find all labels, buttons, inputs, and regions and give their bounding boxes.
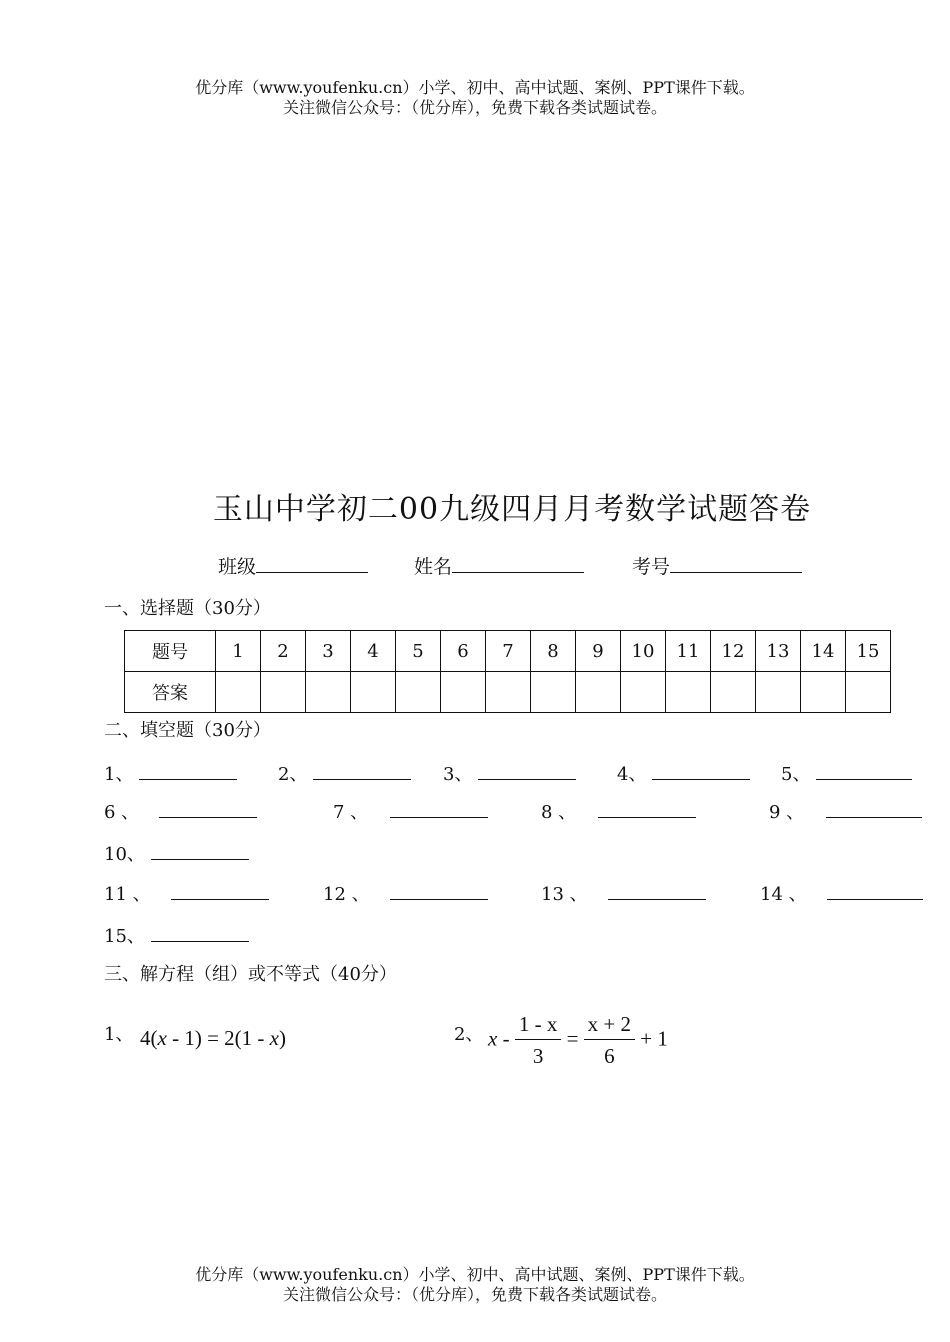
q-number-cell: 15 [846, 631, 891, 672]
fill-label: 5、 [781, 764, 811, 785]
q-number-cell: 5 [396, 631, 441, 672]
q-number-cell: 12 [711, 631, 756, 672]
fill-label: 7 、 [333, 802, 369, 823]
answer-cell[interactable] [621, 672, 666, 713]
equation-2-label: 2、 [454, 1024, 484, 1045]
exam-id-blank[interactable] [670, 571, 802, 573]
fill-item-3 [443, 760, 576, 786]
fill-blank[interactable] [608, 898, 706, 900]
eq2-numerator: 1 - x [515, 1012, 562, 1040]
fill-label: 13 、 [541, 884, 588, 905]
q-number-cell: 6 [441, 631, 486, 672]
eq2-op: = [561, 1026, 584, 1051]
eq2-var: x [488, 1026, 498, 1051]
fill-blank[interactable] [171, 898, 269, 900]
answer-cell[interactable] [756, 672, 801, 713]
answer-cell[interactable] [306, 672, 351, 713]
q-number-cell: 4 [351, 631, 396, 672]
answer-cell[interactable] [711, 672, 756, 713]
eq1-var: x [157, 1026, 167, 1050]
answer-table [124, 630, 891, 713]
exam-id-field [632, 552, 802, 579]
section-1-heading: 一、选择题（30分） [104, 598, 271, 619]
eq1-part: 4( [140, 1026, 158, 1050]
class-field [218, 552, 368, 579]
class-label: 班级 [218, 556, 257, 578]
fill-blank[interactable] [816, 778, 912, 780]
name-blank[interactable] [452, 571, 584, 573]
header-line-1: 优分库（www.youfenku.cn）小学、初中、高中试题、案例、PPT课件下载。 [195, 78, 755, 97]
fill-blank[interactable] [826, 816, 922, 818]
q-number-cell: 8 [531, 631, 576, 672]
fill-blank[interactable] [151, 940, 249, 942]
fill-item-7 [333, 798, 488, 824]
q-number-cell: 3 [306, 631, 351, 672]
fill-item-5 [781, 760, 912, 786]
fill-blank[interactable] [598, 816, 696, 818]
fill-label: 3、 [443, 764, 473, 785]
fill-label: 9 、 [769, 802, 805, 823]
header-line-2: 关注微信公众号：（优分库），免费下载各类试题试卷。 [282, 98, 667, 117]
section-2-heading: 二、填空题（30分） [104, 720, 271, 741]
q-number-cell: 1 [216, 631, 261, 672]
answer-cell[interactable] [216, 672, 261, 713]
fill-blank[interactable] [478, 778, 576, 780]
eq2-fraction-2 [584, 1012, 635, 1069]
fill-item-6 [104, 798, 257, 824]
fill-item-10 [104, 840, 249, 866]
question-number-row [125, 631, 891, 672]
fill-label: 4、 [617, 764, 647, 785]
fill-item-13 [541, 880, 706, 906]
section-3-heading: 三、解方程（组）或不等式（40分） [104, 964, 397, 985]
answer-cell[interactable] [846, 672, 891, 713]
fill-label: 11 、 [104, 884, 151, 905]
fill-label: 1、 [104, 764, 134, 785]
answer-cell[interactable] [351, 672, 396, 713]
answer-cell[interactable] [441, 672, 486, 713]
q-number-cell: 10 [621, 631, 666, 672]
fill-label: 15、 [104, 926, 145, 947]
q-number-cell: 2 [261, 631, 306, 672]
class-blank[interactable] [256, 571, 368, 573]
eq1-part: - 1) = 2(1 - [166, 1026, 270, 1050]
q-number-cell: 13 [756, 631, 801, 672]
fill-item-1 [104, 760, 237, 786]
equation-1 [140, 1026, 286, 1051]
fill-item-11 [104, 880, 269, 906]
q-number-cell: 9 [576, 631, 621, 672]
fill-item-15 [104, 922, 249, 948]
fill-blank[interactable] [390, 816, 488, 818]
eq2-numerator: x + 2 [584, 1012, 635, 1040]
answer-cell[interactable] [396, 672, 441, 713]
fill-label: 2、 [278, 764, 308, 785]
fill-blank[interactable] [313, 778, 411, 780]
answer-row [125, 672, 891, 713]
eq1-part: ) [278, 1026, 286, 1050]
fill-item-12 [323, 880, 488, 906]
fill-blank[interactable] [390, 898, 488, 900]
eq2-denominator: 3 [532, 1044, 544, 1068]
footer-line-1: 优分库（www.youfenku.cn）小学、初中、高中试题、案例、PPT课件下载。 [195, 1265, 755, 1284]
answer-cell[interactable] [486, 672, 531, 713]
answer-cell[interactable] [666, 672, 711, 713]
answer-cell[interactable] [576, 672, 621, 713]
footer-line-2: 关注微信公众号：（优分库），免费下载各类试题试卷。 [282, 1285, 667, 1304]
equation-2 [488, 1012, 668, 1069]
fill-blank[interactable] [652, 778, 750, 780]
eq1-var: x [269, 1026, 279, 1050]
q-number-cell: 7 [486, 631, 531, 672]
fill-label: 6 、 [104, 802, 140, 823]
fill-blank[interactable] [159, 816, 257, 818]
name-field [414, 552, 584, 579]
eq2-denominator: 6 [604, 1044, 615, 1068]
row-label-number: 题号 [125, 631, 216, 672]
exam-id-label: 考号 [632, 556, 671, 578]
eq2-fraction-1 [515, 1012, 562, 1069]
eq2-op: + 1 [635, 1026, 668, 1051]
answer-cell[interactable] [531, 672, 576, 713]
answer-cell[interactable] [261, 672, 306, 713]
fill-item-9 [769, 798, 922, 824]
q-number-cell: 14 [801, 631, 846, 672]
fill-item-14 [760, 880, 923, 906]
answer-cell[interactable] [801, 672, 846, 713]
fill-label: 8 、 [541, 802, 577, 823]
fill-item-2 [278, 760, 411, 786]
eq2-op: - [497, 1026, 515, 1051]
fill-label: 10、 [104, 844, 145, 865]
fill-blank[interactable] [139, 778, 237, 780]
fill-label: 14 、 [760, 884, 807, 905]
fill-label: 12 、 [323, 884, 370, 905]
equation-1-label: 1、 [104, 1024, 134, 1045]
q-number-cell: 11 [666, 631, 711, 672]
fill-item-8 [541, 798, 696, 824]
fill-blank[interactable] [827, 898, 923, 900]
page-title: 玉山中学初二00九级四月月考数学试题答卷 [212, 492, 812, 527]
row-label-answer: 答案 [125, 672, 216, 713]
fill-item-4 [617, 760, 750, 786]
name-label: 姓名 [414, 556, 453, 578]
fill-blank[interactable] [151, 858, 249, 860]
